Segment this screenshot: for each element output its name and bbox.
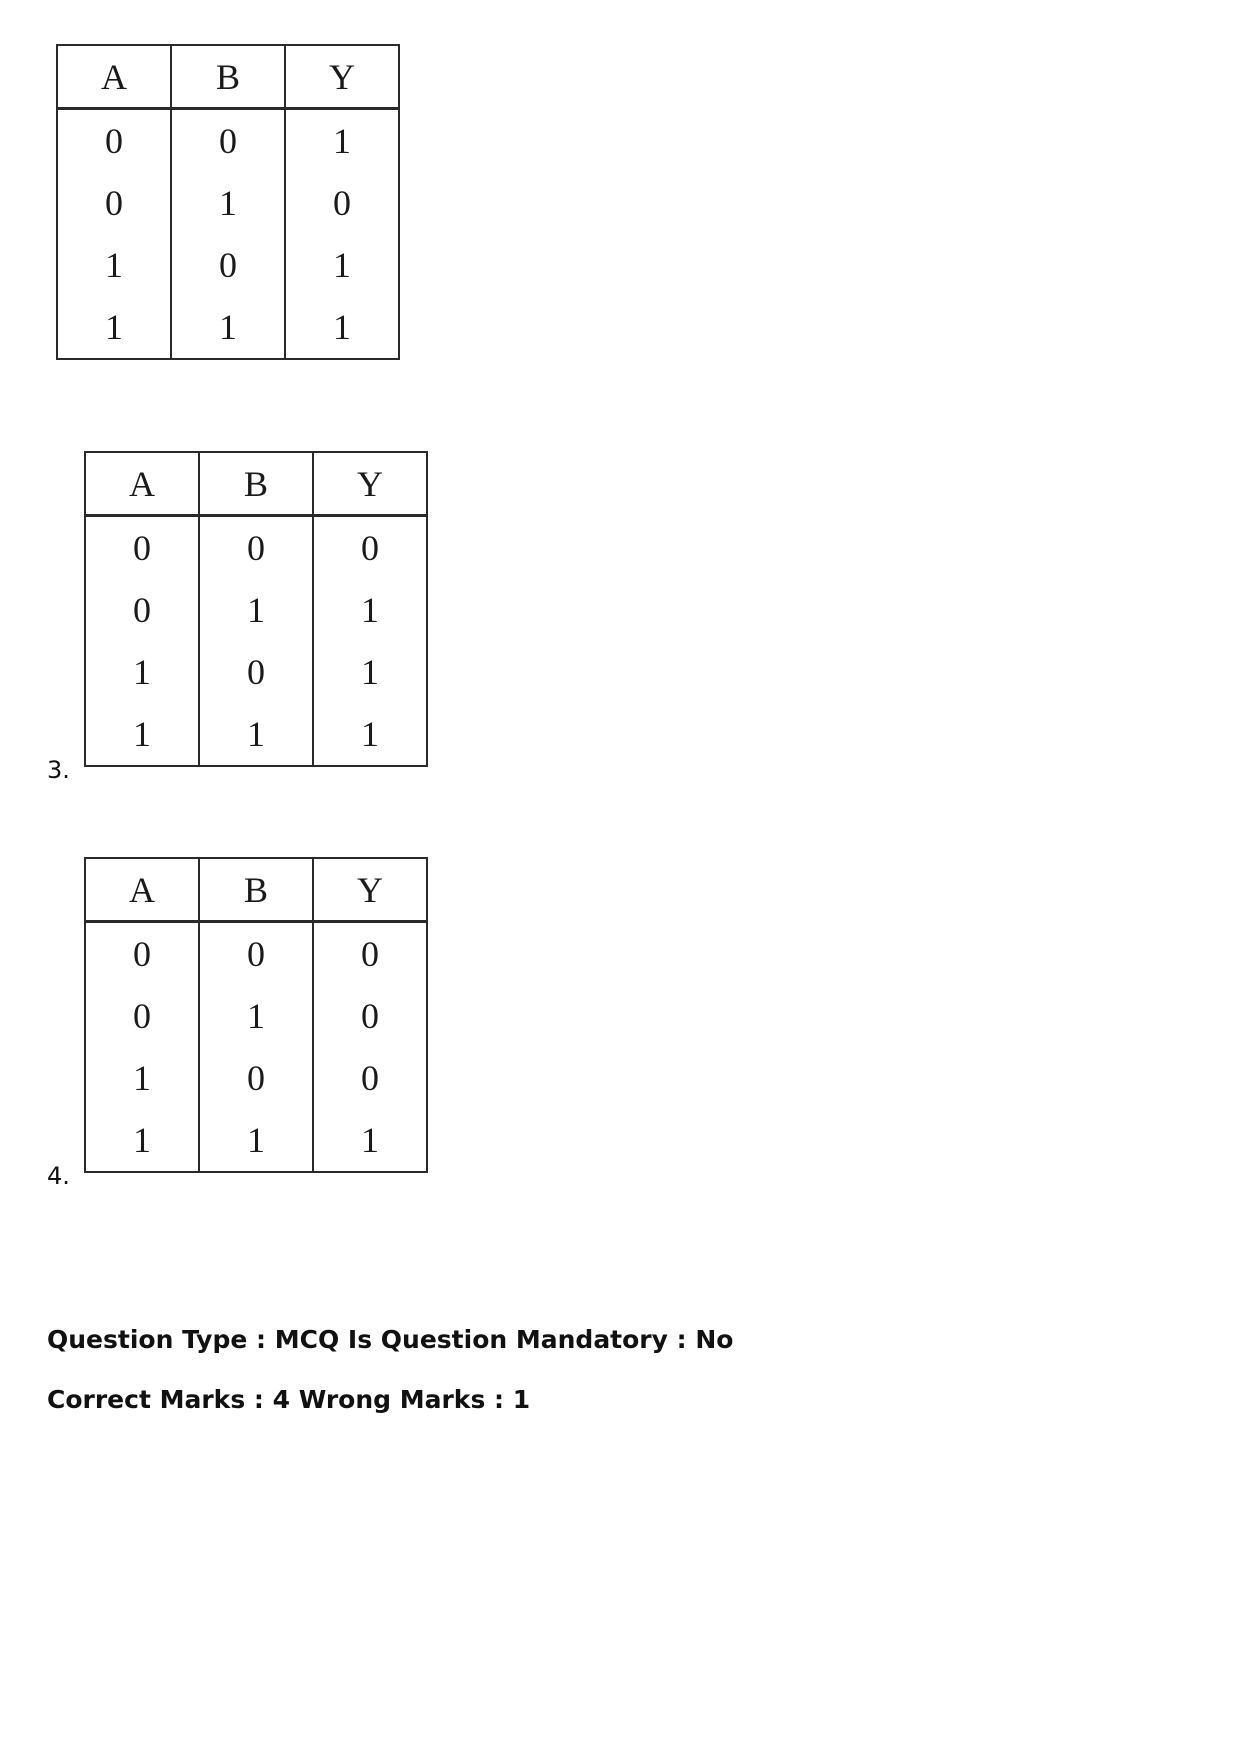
cell-y: 1 — [285, 296, 399, 359]
column-header-b: B — [199, 858, 313, 922]
cell-b: 0 — [199, 641, 313, 703]
cell-a: 1 — [85, 641, 199, 703]
cell-b: 1 — [199, 579, 313, 641]
truth-table-option-4 — [84, 857, 428, 1173]
option-number-4: 4. — [47, 1162, 70, 1190]
cell-a: 0 — [85, 516, 199, 580]
cell-y: 1 — [285, 234, 399, 296]
cell-a: 0 — [57, 109, 171, 173]
table-row — [85, 641, 427, 703]
cell-y: 0 — [313, 1047, 427, 1109]
cell-a: 1 — [85, 703, 199, 766]
marks-line: Correct Marks : 4 Wrong Marks : 1 — [47, 1385, 531, 1414]
truth-table-option-2 — [56, 44, 400, 360]
table-header-row — [85, 452, 427, 516]
table-row — [85, 579, 427, 641]
column-header-a: A — [85, 452, 199, 516]
table-row — [57, 296, 399, 359]
cell-b: 0 — [199, 516, 313, 580]
cell-a: 0 — [57, 172, 171, 234]
table-row — [85, 516, 427, 580]
table-row — [85, 1047, 427, 1109]
table-row — [85, 985, 427, 1047]
cell-y: 0 — [313, 985, 427, 1047]
table-row — [85, 703, 427, 766]
cell-y: 0 — [313, 516, 427, 580]
cell-y: 1 — [313, 703, 427, 766]
option-number-3: 3. — [47, 756, 70, 784]
cell-a: 1 — [85, 1047, 199, 1109]
table-row — [57, 109, 399, 173]
column-header-y: Y — [313, 858, 427, 922]
column-header-y: Y — [285, 45, 399, 109]
cell-b: 1 — [171, 296, 285, 359]
table-row — [57, 234, 399, 296]
table-header-row — [57, 45, 399, 109]
cell-y: 1 — [313, 579, 427, 641]
question-type-line: Question Type : MCQ Is Question Mandatory : No — [47, 1325, 734, 1354]
cell-a: 0 — [85, 922, 199, 986]
truth-table-option-3 — [84, 451, 428, 767]
cell-b: 0 — [199, 1047, 313, 1109]
column-header-y: Y — [313, 452, 427, 516]
cell-y: 1 — [285, 109, 399, 173]
column-header-a: A — [57, 45, 171, 109]
cell-y: 1 — [313, 641, 427, 703]
cell-b: 1 — [199, 1109, 313, 1172]
table-row — [57, 172, 399, 234]
column-header-b: B — [199, 452, 313, 516]
cell-b: 1 — [171, 172, 285, 234]
cell-a: 0 — [85, 985, 199, 1047]
cell-y: 0 — [313, 922, 427, 986]
cell-a: 1 — [57, 234, 171, 296]
cell-b: 0 — [199, 922, 313, 986]
cell-b: 0 — [171, 109, 285, 173]
table-header-row — [85, 858, 427, 922]
cell-y: 0 — [285, 172, 399, 234]
cell-b: 0 — [171, 234, 285, 296]
column-header-a: A — [85, 858, 199, 922]
cell-a: 1 — [57, 296, 171, 359]
cell-a: 1 — [85, 1109, 199, 1172]
cell-b: 1 — [199, 985, 313, 1047]
cell-a: 0 — [85, 579, 199, 641]
cell-b: 1 — [199, 703, 313, 766]
table-row — [85, 1109, 427, 1172]
table-row — [85, 922, 427, 986]
cell-y: 1 — [313, 1109, 427, 1172]
column-header-b: B — [171, 45, 285, 109]
